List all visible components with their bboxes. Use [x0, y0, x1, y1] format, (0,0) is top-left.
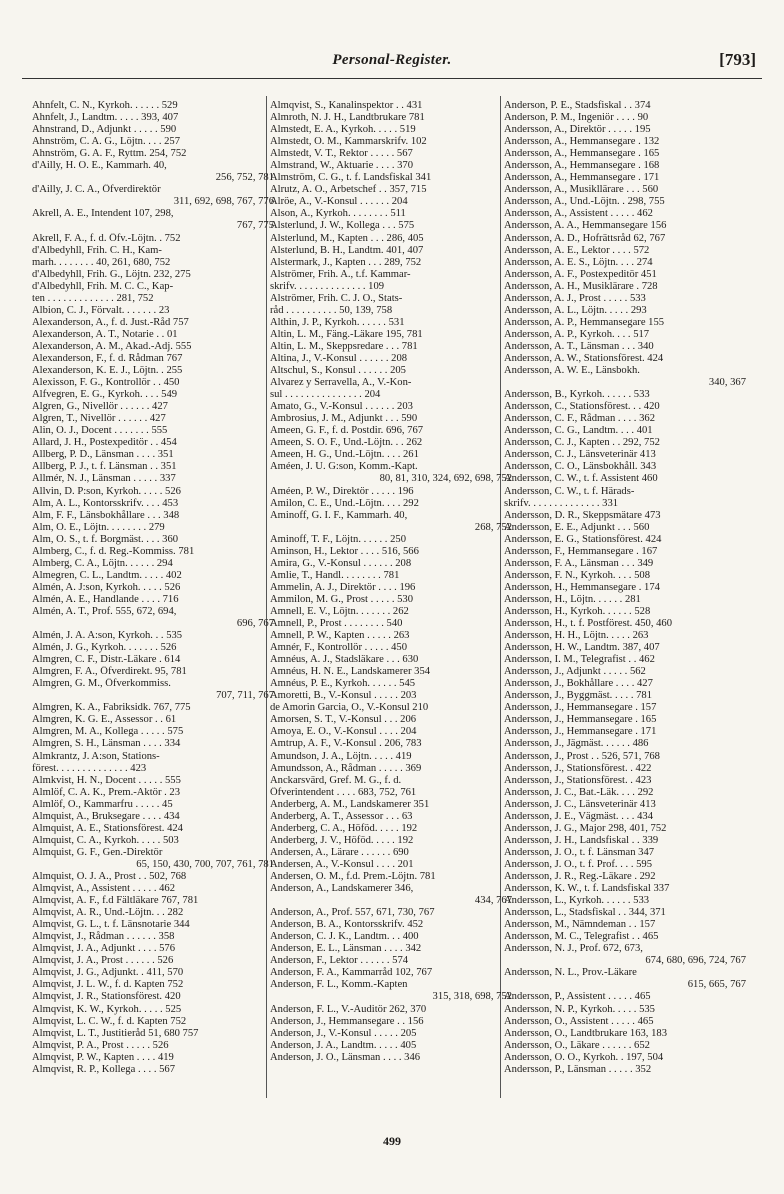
register-entry: Andersen, A., Lärare . . . . . . 690	[270, 846, 409, 858]
register-entry: Almström, C. G., t. f. Landsfiskal 341	[270, 172, 432, 184]
register-entry: Ameen, G. F., f. d. Postdir. 696, 767	[270, 425, 424, 437]
register-entry: Andersson, O., Assistent . . . . . 465	[504, 1015, 654, 1027]
register-entry: Andersson, J. C., Länsveterinär 413	[504, 798, 656, 810]
register-entry: Alm, A. L., Kontorsskrifv. . . . 453	[32, 497, 179, 509]
register-entry: Almgren, F. A., Öfverdirekt. 95, 781	[32, 666, 187, 678]
register-entry: Almegren, C. L., Landtm. . . . . 402	[32, 569, 182, 581]
register-entry: Amlie, T., Handl. . . . . . . . 781	[270, 569, 400, 581]
register-entry: d'Ailly, H. O. E., Kammarh. 40,	[32, 160, 167, 172]
register-entry: Almquist, A., Bruksegare . . . . 434	[32, 810, 180, 822]
register-entry: Anderson, J., Hemmansegare . . 156	[270, 1015, 424, 1027]
register-entry: Allberg, P. J., t. f. Länsman . . 351	[32, 461, 177, 473]
register-entry: Ahnström, C. A. G., Löjtn. . . . 257	[32, 136, 181, 148]
register-entry: Anderson, F. L., Komm.-Kapten	[270, 979, 408, 991]
register-entry: Amorsen, S. T., V.-Konsul . . . 206	[270, 714, 417, 726]
register-entry: Ameen, H. G., Und.-Löjtn. . . . 261	[270, 449, 419, 461]
header-rule	[22, 78, 762, 79]
register-entry: Andersson, L., Stadsfiskal . . 344, 371	[504, 907, 666, 919]
register-entry: Andersson, H. W., Landtm. 387, 407	[504, 642, 660, 654]
register-entry: Almqvist, K. W., Kyrkoh. . . . . 525	[32, 1003, 182, 1015]
register-entry: Andersson, A. D., Hofrättsråd 62, 767	[504, 232, 666, 244]
register-entry: Almén, A. E., Handlande . . . . 716	[32, 593, 179, 605]
register-entry: Andersen, O. M., f.d. Prem.-Löjtn. 781	[270, 871, 436, 882]
register-entry: Altina, J., V.-Konsul . . . . . . 208	[270, 352, 408, 364]
register-entry: Améen, J. U. G:son, Komm.-Kapt.	[270, 461, 418, 473]
register-entry: Andersson, D. R., Skeppsmätare 473	[504, 509, 661, 521]
register-entry: Almqvist, P. W., Kapten . . . . 419	[32, 1051, 174, 1063]
register-entry: Almqvist, A. F., f.d Fältläkare 767, 781	[32, 895, 199, 907]
register-entry: Alströmer, Frih. C. J. O., Stats-	[270, 292, 403, 304]
register-entry: Alin, O. J., Docent . . . . . . . 555	[32, 425, 168, 437]
register-entry: Andersson, B., Kyrkoh. . . . . . 533	[504, 389, 650, 401]
register-entry: Amnéus, P. E., Kyrkoh. . . . . . 545	[270, 678, 416, 690]
register-entry: Amnéus, A. J., Stadsläkare . . . 630	[270, 654, 419, 666]
register-entry: Alexanderson, A. M., Akad.-Adj. 555	[32, 340, 192, 352]
register-entry: Almlöf, C. A. K., Prem.-Aktör . 23	[32, 786, 181, 798]
register-entry: Andersson, H., t. f. Postförest. 450, 460	[504, 618, 673, 630]
register-entry: skrifv. . . . . . . . . . . . . . 331	[504, 497, 619, 509]
register-entry: Andersson, P., Länsman . . . . . 352	[504, 1063, 652, 1075]
register-entry: Almqvist, L. T., Justitieråd 51, 680 757	[32, 1027, 199, 1039]
register-entry: Aminson, H., Lektor . . . . 516, 566	[270, 545, 419, 557]
register-entry: Almgren, K. G. E., Assessor . . 61	[32, 714, 177, 726]
register-entry: Andersson, E. E., Adjunkt . . . 560	[504, 521, 650, 533]
register-entry: Amnell, P. W., Kapten . . . . . 263	[270, 630, 410, 642]
register-entry: Almqvist, A. R., Und.-Löjtn. . . 282	[32, 907, 184, 919]
register-entry: Algren, T., Nivellör . . . . . . 427	[32, 413, 166, 425]
register-entry: Almqvist, J. L. W., f. d. Kapten 752	[32, 979, 184, 991]
register-entry: Andersson, O. O., Kyrkoh. . 197, 504	[504, 1051, 664, 1063]
register-entry: Andersson, C. J., Kapten . . 292, 752	[504, 437, 660, 449]
register-entry: Andersson, O., Landtbrukare 163, 183	[504, 1027, 667, 1039]
register-entry: Andersson, J., Jägmäst. . . . . . 486	[504, 738, 649, 750]
register-entry: 340, 367	[708, 377, 746, 389]
register-entry: Almqvist, P. A., Prost . . . . . 526	[32, 1039, 169, 1051]
register-entry: Andersson, J. R., Reg.-Läkare . 292	[504, 871, 656, 882]
register-entry: Ameen, S. O. F., Und.-Löjtn. . . 262	[270, 437, 423, 449]
register-entry: Aminoff, T. F., Löjtn. . . . . . 250	[270, 533, 406, 545]
register-entry: Andersson, J. O., t. f. Prof. . . . 595	[504, 858, 653, 870]
register-entry: d'Albedyhll, Frih. M. C. C., Kap-	[32, 280, 174, 292]
register-entry: Anderson, J. O., Länsman . . . . 346	[270, 1051, 421, 1063]
register-entry: Amoya, E. O., V.-Konsul . . . . 204	[270, 726, 417, 738]
register-entry: Albion, C. J., Förvalt. . . . . . . 23	[32, 304, 170, 316]
register-entry: Almquist, G. F., Gen.-Direktör	[32, 846, 163, 858]
register-entry: 268, 752	[474, 521, 512, 533]
register-entry: Andersson, A. E. S., Löjtn. . . . 274	[504, 256, 653, 268]
register-entry: Altin, L. M., Skeppsredare . . . 781	[270, 340, 418, 352]
register-entry: Anckarsvärd, Gref. M. G., f. d.	[270, 774, 402, 786]
register-entry: Anderson, B. A., Kontorsskrifv. 452	[270, 919, 424, 931]
register-entry: Andersson, M., Nämndeman . . 157	[504, 919, 656, 931]
register-entry: Ahnfelt, C. N., Kyrkoh. . . . . . 529	[32, 100, 178, 111]
register-entry: Andersson, J., Hemmansegare . 157	[504, 702, 657, 714]
register-entry: Amundsson, A., Rådman . . . . . 369	[270, 762, 422, 774]
register-entry: Anderson, A., Prof. 557, 671, 730, 767	[270, 907, 435, 919]
register-entry: Almberg, C., f. d. Reg.-Kommiss. 781	[32, 545, 195, 557]
register-entry: Almberg, C. A., Löjtn. . . . . . 294	[32, 557, 173, 569]
register-entry: Andersson, J., Byggmäst. . . . . 781	[504, 690, 653, 702]
register-entry: Ammelin, A. J., Direktör . . . . 196	[270, 581, 416, 593]
register-entry: Anderson, F. L., V.-Auditör 262, 370	[270, 1003, 427, 1015]
register-entry: Almqvist, J. G., Adjunkt. . 411, 570	[32, 967, 184, 979]
register-entry: Almqvist, J. R., Stationsförest. 420	[32, 991, 181, 1003]
register-entry: Almqvist, J. A., Adjunkt . . . . 576	[32, 943, 176, 955]
register-entry: Andersson, A., Hemmansegare . 171	[504, 172, 660, 184]
register-entry: Almgren, K. A., Fabriksidk. 767, 775	[32, 702, 191, 714]
register-entry: råd . . . . . . . . . . 50, 139, 758	[270, 304, 393, 316]
register-entry: Almén, J. G., Kyrkoh. . . . . . . 526	[32, 642, 177, 654]
register-entry: Andersson, A., Und.-Löjtn. . 298, 755	[504, 196, 665, 208]
register-entry: Andersson, J. E., Vägmäst. . . . 434	[504, 810, 653, 822]
register-entry: Amtrup, A. F., V.-Konsul . 206, 783	[270, 738, 422, 750]
register-entry: Anderson, F. A., Kammarråd 102, 767	[270, 967, 433, 979]
page-number-footer: 499	[383, 1134, 401, 1148]
register-entry: 434, 767	[474, 895, 512, 907]
register-entry: Alsterlund, J. W., Kollega . . . 575	[270, 220, 415, 232]
register-entry: 311, 692, 698, 767, 776	[173, 196, 274, 208]
register-entry: ten . . . . . . . . . . . . . 281, 752	[32, 292, 154, 304]
register-entry: Andersson, J., Hemmansegare . 171	[504, 726, 657, 738]
register-entry: Andersson, J. O., t. f. Länsman 347	[504, 846, 655, 858]
register-entry: Andersson, C., Stationsförest. . . 420	[504, 401, 660, 413]
register-entry: 674, 680, 696, 724, 767	[645, 955, 746, 967]
register-entry: d'Albedyhll, Frih. C. H., Kam-	[32, 244, 162, 256]
register-entry: Alsterlund, B. H., Landtm. 401, 407	[270, 244, 424, 256]
register-entry: Almstedt, E. A., Kyrkoh. . . . . 519	[270, 124, 416, 136]
register-entry: 696, 767	[236, 618, 274, 630]
register-entry: Andersson, A., Hemmansegare . 132	[504, 136, 660, 148]
register-entry: sul . . . . . . . . . . . . . . . 204	[270, 389, 381, 401]
register-entry: Almqvist, R. P., Kollega . . . . 567	[32, 1063, 176, 1075]
register-entry: Almstrand, W., Aktuarie . . . . 370	[270, 160, 414, 172]
register-entry: Andersson, A. W. E., Länsbokh.	[504, 365, 640, 377]
register-entry: Alströmer, Frih. A., t.f. Kammar-	[270, 268, 411, 280]
register-entry: skrifv. . . . . . . . . . . . . . 109	[270, 280, 385, 292]
register-entry: Akrell, A. E., Intendent 107, 298,	[32, 208, 174, 220]
register-entry: Almén, A. J:son, Kyrkoh. . . . . 526	[32, 581, 181, 593]
register-entry: Amoretti, B., V.-Konsul . . . . . 203	[270, 690, 417, 702]
register-entry: Almquist, O. J. A., Prost . . 502, 768	[32, 871, 187, 882]
register-entry: Altin, L. M., Fäng.-Läkare 195, 781	[270, 328, 423, 340]
register-entry: Amira, G., V.-Konsul . . . . . . 208	[270, 557, 412, 569]
register-entry: Akrell, F. A., f. d. Öfv.-Löjtn. . 752	[32, 232, 181, 244]
register-entry: Alm, O. E., Löjtn. . . . . . . . 279	[32, 521, 165, 533]
register-entry: Alm, F. F., Länsbokhållare . . . 348	[32, 509, 180, 521]
register-entry: Andersson, L., Kyrkoh. . . . . . 533	[504, 895, 650, 907]
register-entry: Andersson, N. P., Kyrkoh. . . . . 535	[504, 1003, 655, 1015]
register-entry: Althin, J. P., Kyrkoh. . . . . . 531	[270, 316, 405, 328]
register-entry: Alexanderson, A. T., Notarie . . 01	[32, 328, 178, 340]
register-entry: Aminoff, G. I. F., Kammarh. 40,	[270, 509, 408, 521]
register-entry: Andersson, A. P., Kyrkoh. . . . 517	[504, 328, 650, 340]
register-entry: Öfverintendent . . . . 683, 752, 761	[270, 786, 417, 798]
register-entry: Almquist, A. E., Stationsförest. 424	[32, 822, 183, 834]
register-entry: Améen, P. W., Direktör . . . . . 196	[270, 485, 414, 497]
register-entry: Alexanderson, F., f. d. Rådman 767	[32, 352, 183, 364]
register-column-3	[504, 100, 746, 1076]
register-entry: Almqvist, L. C. W., f. d. Kapten 752	[32, 1015, 187, 1027]
register-entry: Allvin, D. P:son, Kyrkoh. . . . . 526	[32, 485, 181, 497]
register-entry: Almqvist, S., Kanalinspektor . . 431	[270, 100, 423, 111]
register-entry: Alexanderson, A., f. d. Just.-Råd 757	[32, 316, 189, 328]
register-entry: Almgren, C. F., Distr.-Läkare . 614	[32, 654, 181, 666]
register-entry: Almlöf, O., Kammarfru . . . . . 45	[32, 798, 173, 810]
register-entry: Alröe, A., V.-Konsul . . . . . . 204	[270, 196, 408, 208]
register-entry: Amnéus, H. N. E., Landskamerer 354	[270, 666, 431, 678]
register-entry: Andersson, M. C., Telegrafist . . 465	[504, 931, 659, 943]
register-entry: Anderberg, J. V., Höföd. . . . . 192	[270, 834, 414, 846]
register-entry: Andersson, F., Hemmansegare . 167	[504, 545, 658, 557]
register-entry: Andersson, C. F., Rådman . . . . 362	[504, 413, 655, 425]
register-entry: Amnér, F., Kontrollör . . . . . 450	[270, 642, 408, 654]
register-entry: Andersson, J., Hemmansegare . 165	[504, 714, 657, 726]
register-entry: Alrutz, A. O., Arbetschef . . 357, 715	[270, 184, 427, 196]
register-entry: Almqvist, J., Rådman . . . . . . 358	[32, 931, 175, 943]
register-entry: Anderberg, A. T., Assessor . . . 63	[270, 810, 413, 822]
register-entry: Andersson, A., Hemmansegare . 165	[504, 148, 660, 160]
register-entry: Anderson, J. A., Landtm. . . . . 405	[270, 1039, 417, 1051]
register-entry: Alexisson, F. G., Kontrollör . . 450	[32, 377, 180, 389]
register-entry: Almroth, N. J. H., Landtbrukare 781	[270, 112, 425, 124]
register-entry: Amato, G., V.-Konsul . . . . . . 203	[270, 401, 413, 413]
register-entry: Andersson, J. H., Landsfiskal . . 339	[504, 834, 659, 846]
register-entry: Ambrosius, J. M., Adjunkt . . . 590	[270, 413, 418, 425]
register-entry: 256, 752, 781	[215, 172, 274, 184]
register-entry: Andersen, A., V.-Konsul . . . . 201	[270, 858, 414, 870]
register-entry: 707, 711, 767	[216, 690, 274, 702]
register-entry: Alm, O. S., t. f. Borgmäst. . . . 360	[32, 533, 179, 545]
register-entry: Andersson, A. W., Stationsförest. 424	[504, 352, 664, 364]
register-entry: Almstedt, V. T., Rektor . . . . . 567	[270, 148, 413, 160]
register-entry: Altschul, S., Konsul . . . . . . 205	[270, 365, 406, 377]
register-entry: Almqvist, G. L., t. f. Länsnotarie 344	[32, 919, 190, 931]
register-entry: de Amorin Garcia, O., V.-Konsul 210	[270, 702, 429, 714]
register-entry: Andersson, J., Prost . . 526, 571, 768	[504, 750, 660, 762]
register-entry: d'Ailly, J. C. A., Öfverdirektör	[32, 184, 161, 196]
register-entry: Andersson, I. M., Telegrafist . . 462	[504, 654, 655, 666]
register-entry: Andersson, A. H., Musiklärare . 728	[504, 280, 658, 292]
register-entry: 65, 150, 430, 700, 707, 761, 781	[136, 858, 274, 870]
register-entry: 767, 775	[236, 220, 274, 232]
register-entry: Andersson, J., Stationsförest. . 423	[504, 774, 652, 786]
register-entry: Andersson, A. E., Lektor . . . . 572	[504, 244, 650, 256]
register-entry: Andersson, J., Bokhållare . . . . 427	[504, 678, 653, 690]
register-entry: Andersson, C. O., Länsbokhåll. 343	[504, 461, 657, 473]
register-entry: Amilon, C. E., Und.-Löjtn. . . . 292	[270, 497, 419, 509]
register-entry: Andersson, K. W., t. f. Landsfiskal 337	[504, 883, 670, 895]
register-entry: Andersson, F. A., Länsman . . . 349	[504, 557, 654, 569]
register-entry: d'Albedyhll, Frih. G., Löjtn. 232, 275	[32, 268, 191, 280]
register-entry: Algren, G., Nivellör . . . . . . 427	[32, 401, 168, 413]
register-entry: Almquist, C. A., Kyrkoh. . . . . 503	[32, 834, 179, 846]
register-entry: Andersson, C. W., t. f. Assistent 460	[504, 473, 658, 485]
register-entry: Andersson, H., Löjtn. . . . . . 281	[504, 593, 641, 605]
register-entry: 80, 81, 310, 324, 692, 698, 752	[379, 473, 512, 485]
register-entry: Amnell, E. V., Löjtn. . . . . . . 262	[270, 605, 409, 617]
register-entry: Andersson, H., Kyrkoh. . . . . . 528	[504, 605, 651, 617]
register-entry: Alfvegren, E. G., Kyrkoh. . . . 549	[32, 389, 178, 401]
register-entry: Andersson, N. L., Prov.-Läkare	[504, 967, 637, 979]
register-entry: Andersson, A. L., Löjtn. . . . . 293	[504, 304, 647, 316]
register-entry: Ahnström, G. A. F., Ryttm. 254, 752	[32, 148, 187, 160]
register-entry: Almkrantz, J. A:son, Stations-	[32, 750, 160, 762]
register-entry: Alson, A., Kyrkoh. . . . . . . . 511	[270, 208, 406, 220]
register-entry: Andersson, A., Assistent . . . . . 462	[504, 208, 653, 220]
register-entry: Almstedt, O. M., Kammarskrifv. 102	[270, 136, 427, 148]
register-entry: Andersson, A., Hemmansegare . 168	[504, 160, 660, 172]
register-entry: Andersson, N. J., Prof. 672, 673,	[504, 943, 643, 955]
register-entry: Almqvist, A., Assistent . . . . . 462	[32, 883, 176, 895]
register-entry: Almgren, S. H., Länsman . . . . 334	[32, 738, 181, 750]
register-entry: Allmér, N. J., Länsman . . . . . 337	[32, 473, 176, 485]
register-entry: Andersson, J. C., Bat.-Läk. . . . 292	[504, 786, 654, 798]
register-entry: Almkvist, H. N., Docent . . . . . 555	[32, 774, 181, 786]
register-entry: Anderson, A., Landskamerer 346,	[270, 883, 414, 895]
register-entry: 615, 665, 767	[687, 979, 746, 991]
register-entry: Almén, J. A. A:son, Kyrkoh. . . 535	[32, 630, 183, 642]
register-entry: Andersson, E. G., Stationsförest. 424	[504, 533, 662, 545]
register-entry: Anderberg, A. M., Landskamerer 351	[270, 798, 430, 810]
register-entry: Andersson, C. W., t. f. Härads-	[504, 485, 635, 497]
register-entry: Andersson, A. T., Länsman . . . 340	[504, 340, 654, 352]
register-entry: Anderson, P. M., Ingeniör . . . . 90	[504, 112, 649, 124]
register-entry: Alstermark, J., Kapten . . . 289, 752	[270, 256, 422, 268]
register-entry: Andersson, C. J., Länsveterinär 413	[504, 449, 656, 461]
register-entry: Almqvist, J. A., Prost . . . . . . 526	[32, 955, 174, 967]
register-entry: Allard, J. H., Postexpeditör . . 454	[32, 437, 177, 449]
register-entry: Andersson, A. A., Hemmansegare 156	[504, 220, 667, 232]
register-entry: Almgren, G. M., Öfverkommiss.	[32, 678, 171, 690]
register-entry: Almgren, M. A., Kollega . . . . . 575	[32, 726, 184, 738]
register-entry: Andersson, A., Direktör . . . . . 195	[504, 124, 651, 136]
register-entry: marh. . . . . . . . 40, 261, 680, 752	[32, 256, 171, 268]
register-entry: Andersson, A. J., Prost . . . . . 533	[504, 292, 646, 304]
register-entry: förest. . . . . . . . . . . . . . 423	[32, 762, 147, 774]
register-entry: Andersson, H., Hemmansegare . 174	[504, 581, 660, 593]
register-entry: Andersson, A., Musikllärare . . . 560	[504, 184, 659, 196]
register-entry: Ammilon, M. G., Prost . . . . . 530	[270, 593, 414, 605]
register-entry: Anderson, P. E., Stadsfiskal . . 374	[504, 100, 651, 111]
register-entry: Andersson, C. G., Landtm. . . . 401	[504, 425, 653, 437]
register-entry: Andersson, J. G., Major 298, 401, 752	[504, 822, 667, 834]
register-entry: Andersson, A. P., Hemmansegare 155	[504, 316, 665, 328]
register-entry: Anderson, F., Lektor . . . . . . 574	[270, 955, 409, 967]
register-entry: Anderson, E. L., Länsman . . . . 342	[270, 943, 422, 955]
register-entry: Andersson, P., Assistent . . . . . 465	[504, 991, 651, 1003]
register-entry: Andersson, A. F., Postexpeditör 451	[504, 268, 657, 280]
register-column-2	[270, 100, 512, 1064]
register-entry: Alvarez y Serravella, A., V.-Kon-	[270, 377, 412, 389]
register-entry: Allberg, P. D., Länsman . . . . 351	[32, 449, 174, 461]
register-entry: Ahnfelt, J., Landtm. . . . . 393, 407	[32, 112, 179, 124]
register-entry: Amnell, P., Prost . . . . . . . . 540	[270, 618, 403, 630]
page-number-header: [793]	[719, 50, 756, 69]
register-entry: Anderberg, C. A., Höföd. . . . . 192	[270, 822, 418, 834]
register-entry: Ahnstrand, D., Adjunkt . . . . . 590	[32, 124, 177, 136]
register-entry: Almén, A. T., Prof. 555, 672, 694,	[32, 605, 177, 617]
page-title: Personal-Register.	[332, 52, 452, 68]
register-entry: Andersson, J., Adjunkt . . . . . 562	[504, 666, 646, 678]
register-entry: Alsterlund, M., Kapten . . . 286, 405	[270, 232, 424, 244]
register-entry: Anderson, J., V.-Konsul . . . . . 205	[270, 1027, 417, 1039]
register-entry: Andersson, J., Stationsförest. . 422	[504, 762, 652, 774]
register-column-1	[32, 100, 274, 1076]
register-entry: Andersson, F. N., Kyrkoh. . . . 508	[504, 569, 650, 581]
register-entry: Amundson, J. A., Löjtn. . . . . 419	[270, 750, 412, 762]
register-entry: Anderson, C. J. K., Landtm. . . 400	[270, 931, 419, 943]
register-entry: 315, 318, 698, 752	[432, 991, 512, 1003]
register-entry: Andersson, H. H., Löjtn. . . . . 263	[504, 630, 649, 642]
register-entry: Andersson, O., Läkare . . . . . . 652	[504, 1039, 650, 1051]
register-entry: Alexanderson, K. E. J., Löjtn. . 255	[32, 365, 183, 377]
